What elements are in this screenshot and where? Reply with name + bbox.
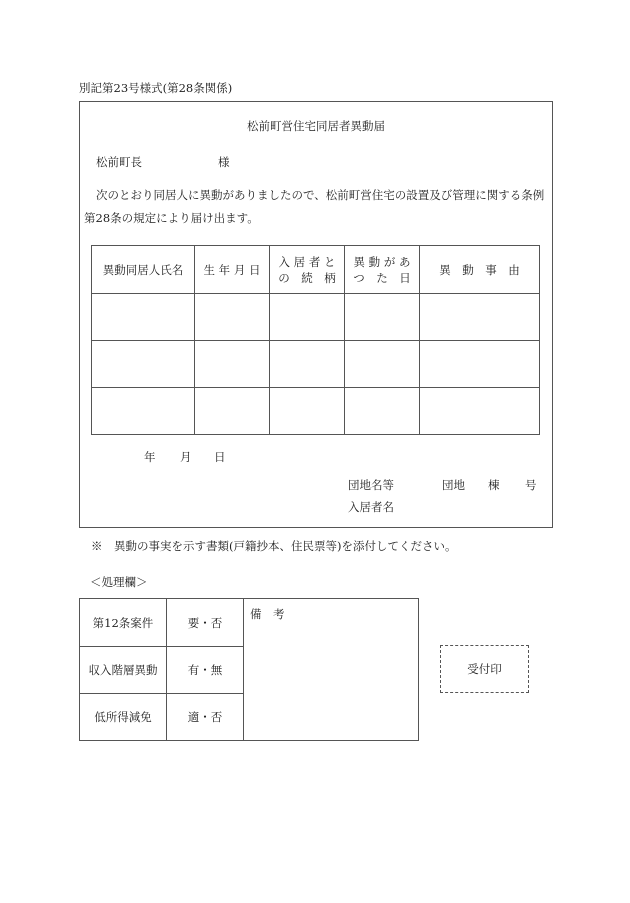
processing-section-title: ＜処理欄＞ [90,575,148,589]
form-title: 松前町営住宅同居者異動届 [247,119,385,133]
form-number-label: 別記第23号様式(第28条関係) [79,81,233,95]
table-row-1-relationship-cell[interactable] [270,294,344,340]
addressee: 松前町長 [96,155,142,169]
table-row-3-reason-cell[interactable] [420,388,539,434]
column-header-birthdate-text: 生 年 月 日 [203,262,261,277]
table-row-2-reason-cell[interactable] [420,341,539,387]
change-table [91,245,540,435]
notification-form [79,101,553,528]
unit-number-label: 号 [525,478,537,492]
processing-row-2-label: 収入階層異動 [88,663,158,677]
honorific: 様 [218,155,230,169]
table-row-1-birthdate-cell[interactable] [195,294,269,340]
table-row-1-name-cell[interactable] [92,294,194,340]
reception-stamp-box [440,645,529,693]
column-header-reason-text: 異 動 事 由 [439,262,520,277]
column-header-relationship-line-1: 入 居 者 と [278,254,336,269]
column-header-change-date-line-2: つ た 日 [353,270,411,285]
table-row-2-change-date-cell[interactable] [345,341,419,387]
column-header-change-date-line-1: 異 動 が あ [353,254,411,269]
column-header-name [92,246,194,293]
column-header-change-date [345,246,419,293]
table-row-2-name-cell[interactable] [92,341,194,387]
table-row-3-birthdate-cell[interactable] [195,388,269,434]
column-header-relationship-line-2: の 続 柄 [278,270,336,285]
processing-row-1-label: 第12条案件 [92,615,154,630]
reception-stamp-label: 受付印 [467,662,502,676]
processing-row-3-value[interactable]: 適・否 [187,710,223,724]
danchi-label: 団地 [442,478,465,492]
table-row-3-relationship-cell[interactable] [270,388,344,434]
table-row-3-name-cell[interactable] [92,388,194,434]
table-row-1-reason-cell[interactable] [420,294,539,340]
body-text-line-2: 第28条の規定により届け出ます。 [84,211,259,225]
processing-row-3-label: 低所得減免 [94,710,152,724]
table-row-2-relationship-cell[interactable] [270,341,344,387]
column-header-name-text: 異動同居人氏名 [102,262,184,277]
date-year-label: 年 [144,450,156,464]
danchi-name-label: 団地名等 [348,478,394,492]
date-day-label: 日 [214,450,226,464]
column-header-birthdate [195,246,269,293]
column-header-reason [420,246,539,293]
processing-table [79,598,419,741]
resident-name-label: 入居者名 [348,500,394,514]
table-row-3-change-date-cell[interactable] [345,388,419,434]
processing-row-1-value[interactable]: 要・否 [187,615,223,630]
attachment-note: ※ 異動の事実を示す書類(戸籍抄本、住民票等)を添付してください。 [91,539,457,553]
table-row-2-birthdate-cell[interactable] [195,341,269,387]
date-month-label: 月 [180,450,192,464]
body-text-line-1: 次のとおり同居人に異動がありましたので、松前町営住宅の設置及び管理に関する条例 [96,188,545,202]
processing-row-2-value[interactable]: 有・無 [187,663,223,677]
remarks-label: 備 考 [250,607,285,621]
building-label: 棟 [488,478,500,492]
table-row-1-change-date-cell[interactable] [345,294,419,340]
column-header-relationship [270,246,344,293]
